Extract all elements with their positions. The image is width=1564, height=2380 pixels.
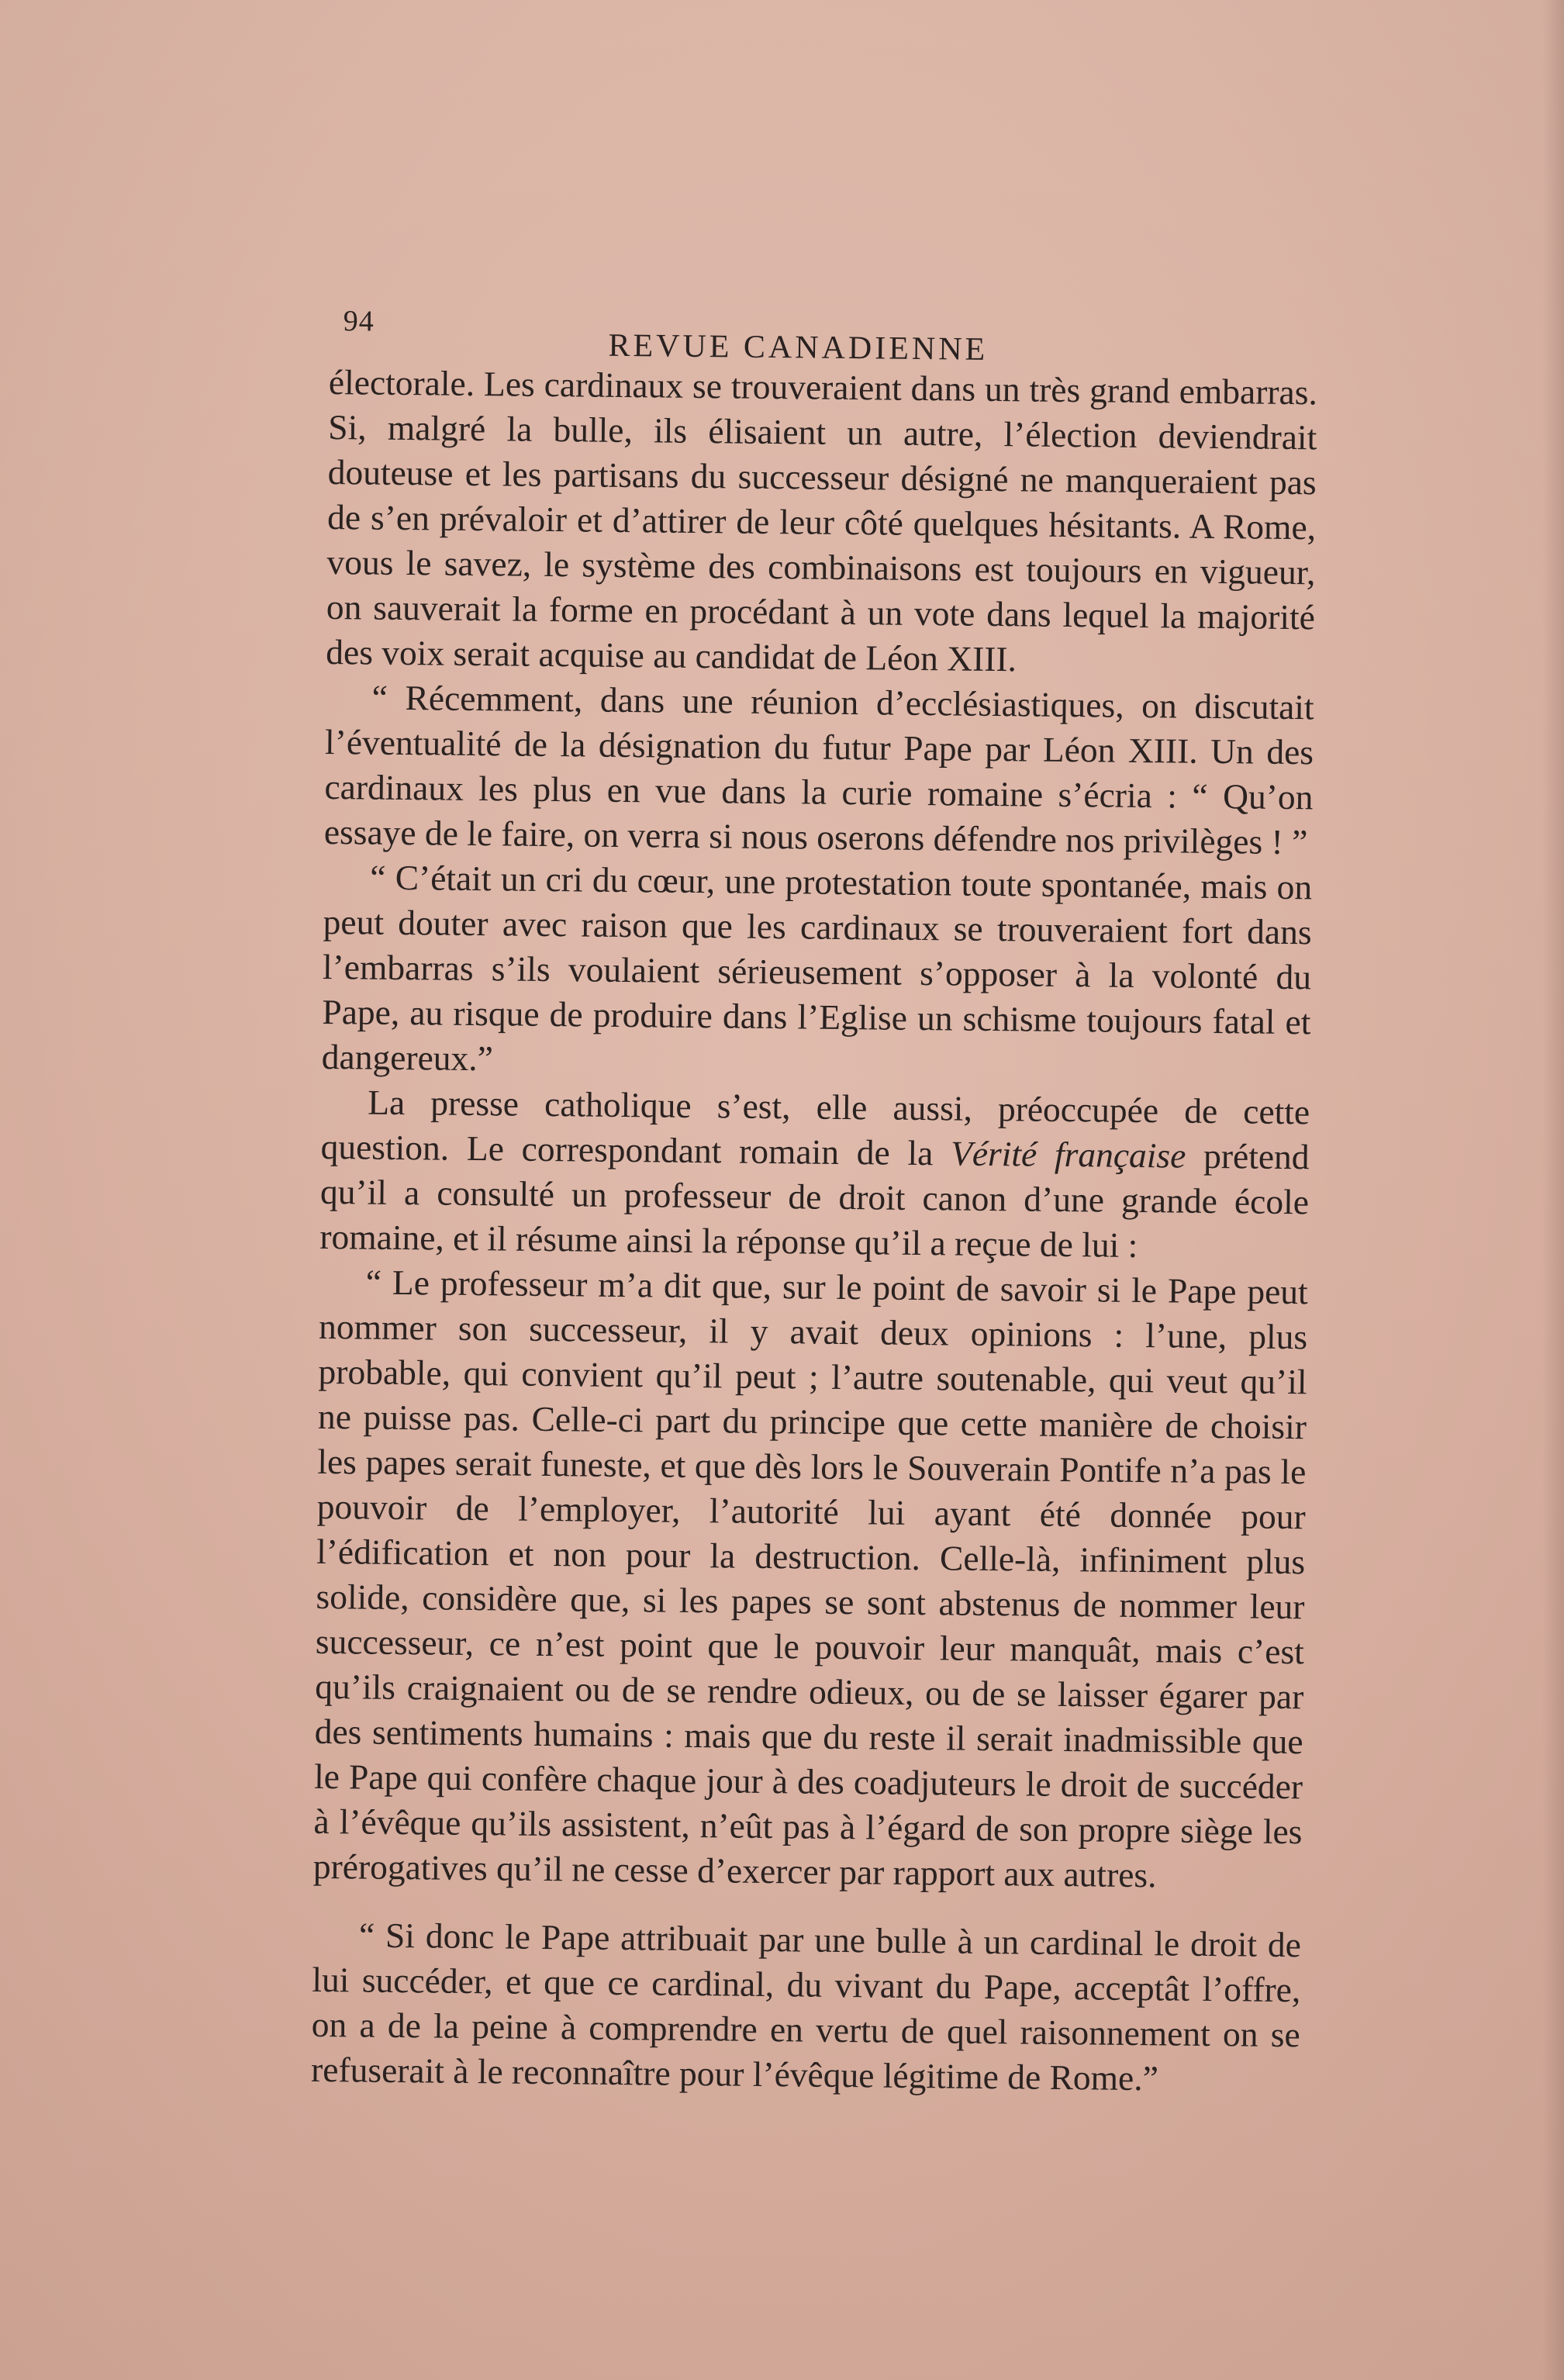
paragraph-6: “ Si donc le Pape attribuait par une bulle à un cardinal le droit de lui succéder, et que ce cardinal, du vivant du Pape, acceptât l’offre, on a de la peine à comprendre en vertu de quel raisonnement on se refuserait à le reconnaître pour l’évêque légitime de Rome.” (310, 1915, 1302, 2098)
paragraph-4-before: La presse catholique s’est, elle aussi, préoccupée de cette question. Le correspondant romain de la (320, 1082, 1310, 1173)
paragraph-5: “ Le professeur m’a dit que, sur le point de savoir si le Pape peut nommer son successeur, il y avait deux opinions : l’une, plus probable, qui convient qu’il peut ; l’autre soutenable, qui veut qu’il ne puisse pas. Celle-ci part du principe que cette manière de choisir les papes serait funeste, et que dès lors le Souverain Pontife n’a pas le pouvoir de l’employer, l’autorité lui ayant été donnée pour l’édification et non pour la destruction. Celle-là, infiniment plus solide, considère que, si les papes se sont abstenus de nommer leur successeur, ce n’est point que le pouvoir leur manquât, mais c’est qu’ils craignaient ou de se rendre odieux, ou de se laisser égarer par des sentiments humains : mais que du reste il serait inadmissible que le Pape qui confère chaque jour à des coadjuteurs le droit de succéder à l’évêque qu’ils assistent, n’eût pas à l’égard de son propre siège les prérogatives qu’il ne cesse d’exercer par rapport aux autres. (312, 1262, 1308, 1895)
running-head (329, 304, 1318, 370)
paragraph-4-after: prétend qu’il a consulté un professeur de droit canon d’une grande école romaine, et il résume ainsi la réponse qu’il a reçue de lui : (319, 1135, 1310, 1265)
paragraph-4-italic-title: Vérité française (950, 1133, 1186, 1176)
paragraph-1: électorale. Les cardinaux se trouveraient dans un très grand embarras. Si, malgré la bulle, ils élisaient un autre, l’élection deviendrait douteuse et les partisans du successeur désigné ne manqueraient pas de s’en prévaloir et d’attirer de leur côté quelques hésitants. A Rome, vous le savez, le système des combinaisons est toujours en vigueur, on sauverait la forme en procédant à un vote dans lequel la majorité des voix serait acquise au candidat de Léon XIII. (326, 361, 1318, 679)
page-number: 94 (343, 305, 375, 338)
paragraph-3: “ C’était un cri du cœur, une protestation toute spontanée, mais on peut douter avec raison que les cardinaux se trouveraient fort dans l’embarras s’ils voulaient sérieusement s’opposer à la volonté du Pape, au risque de produire dans l’Eglise un schisme toujours fatal et dangereux.” (321, 857, 1313, 1079)
journal-title: REVUE CANADIENNE (608, 327, 989, 368)
text-block (311, 304, 1318, 2102)
paragraph-2: “ Récemment, dans une réunion d’ecclésiastiques, on discutait l’éventualité de la désignation du futur Pape par Léon XIII. Un des cardinaux les plus en vue dans la curie romaine s’écria : “ Qu’on essaye de le faire, on verra si nous oserons défendre nos privilèges ! ” (323, 677, 1314, 862)
paragraph-4 (319, 1079, 1310, 1269)
